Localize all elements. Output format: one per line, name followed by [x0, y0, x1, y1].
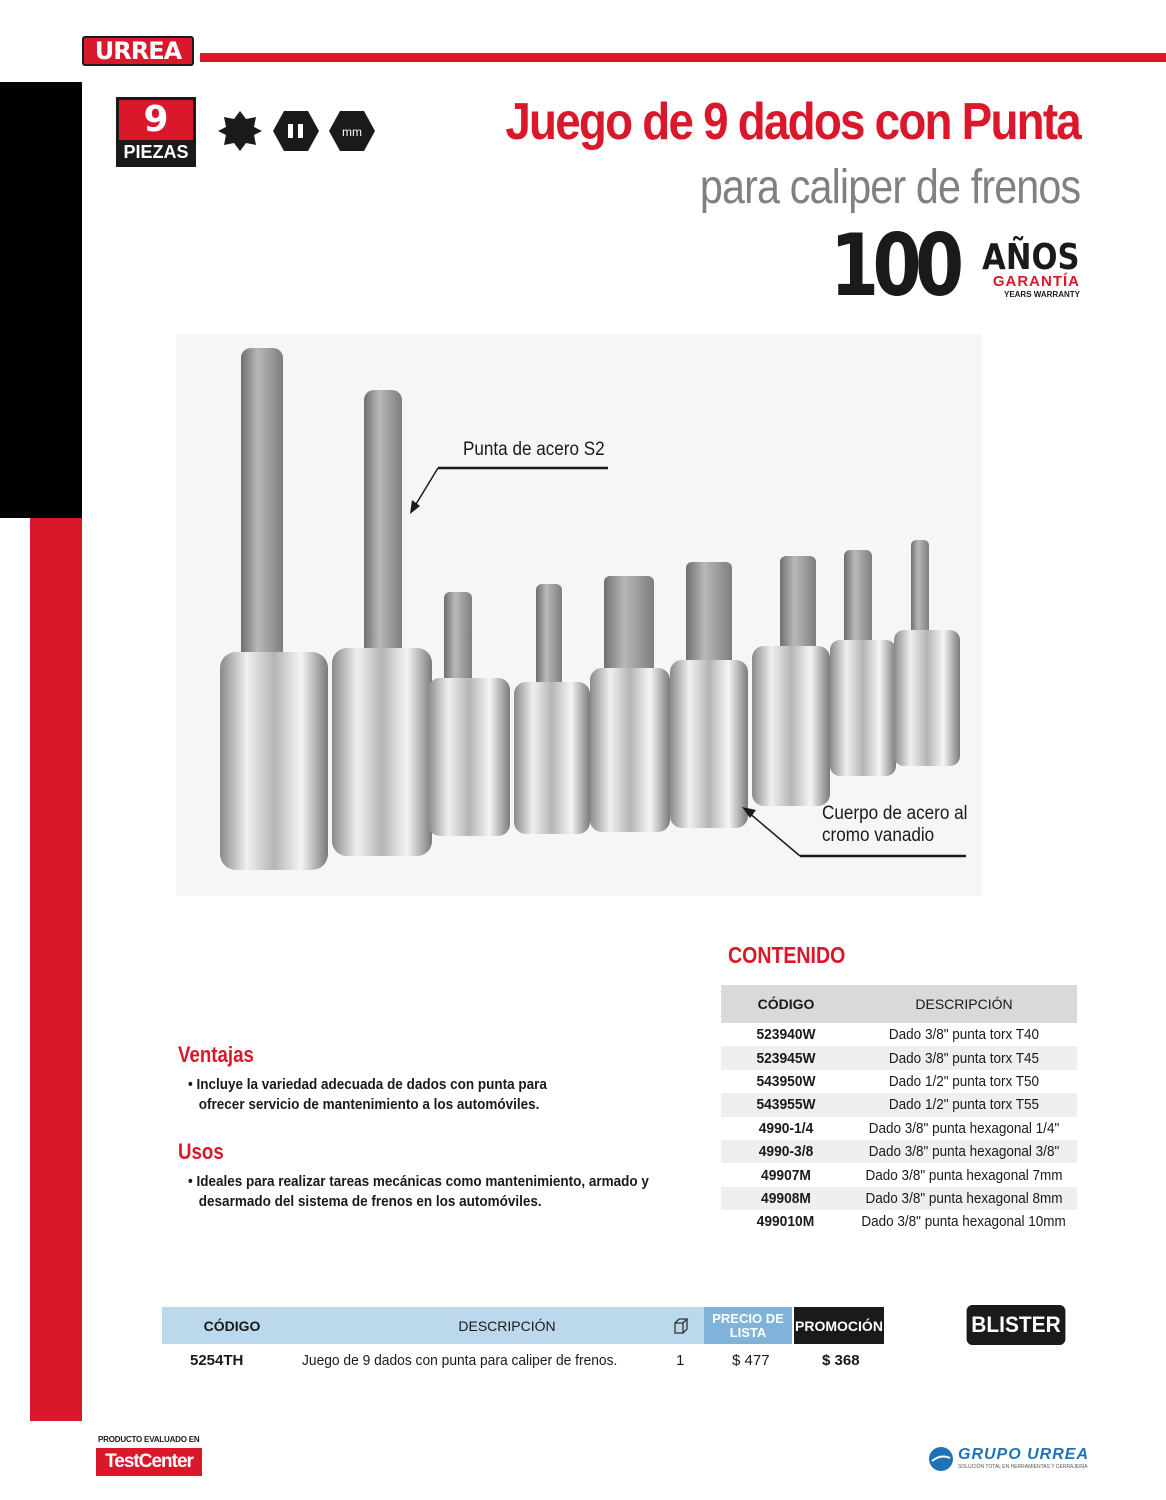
price-table-header — [162, 1307, 884, 1344]
price-row-code: 5254TH — [190, 1352, 244, 1369]
pieces-label: PIEZAS — [119, 140, 193, 164]
warranty-badge — [830, 216, 1080, 316]
table-row — [721, 1187, 1077, 1210]
socket-t55 — [514, 584, 590, 834]
price-row-desc: Juego de 9 dados con punta para caliper de frenos. — [302, 1352, 618, 1369]
row-code: 4990-1/4 — [758, 1119, 814, 1137]
contenido-title: CONTENIDO — [728, 942, 846, 968]
mm-label: mm — [342, 125, 362, 139]
price-col-code: CÓDIGO — [162, 1307, 302, 1344]
sidebar-black-band — [0, 82, 82, 518]
usos-title: Usos — [178, 1139, 224, 1164]
row-code: 4990-3/8 — [758, 1143, 814, 1161]
contenido-header — [721, 985, 1077, 1023]
usos-text — [188, 1172, 656, 1212]
grupo-globe-icon — [928, 1446, 954, 1472]
pieces-count: 9 — [143, 99, 169, 140]
packaging-badge: BLISTER — [967, 1305, 1066, 1345]
callout-body — [822, 803, 967, 847]
table-row — [721, 1210, 1077, 1233]
table-row — [721, 1117, 1077, 1140]
socket-hex-10mm — [894, 540, 960, 766]
testcenter-logo: TestCenter — [96, 1448, 202, 1476]
urrea-logo: URREA — [82, 36, 194, 66]
grupo-name: GRUPO URREA — [958, 1446, 1090, 1463]
table-row — [721, 1163, 1077, 1186]
product-subtitle: para caliper de frenos — [699, 161, 1080, 214]
warranty-number: 100 — [830, 216, 958, 316]
row-code: 49907M — [761, 1166, 811, 1184]
feature-icons — [218, 109, 378, 153]
contenido-table — [721, 985, 1077, 1234]
price-row — [162, 1349, 884, 1373]
pieces-badge — [116, 97, 196, 167]
price-col-list — [704, 1307, 792, 1344]
header-rule — [200, 53, 1166, 62]
row-code: 523945W — [756, 1049, 816, 1067]
torx-star-icon — [218, 111, 262, 151]
row-desc: Dado 1/2" punta torx T55 — [888, 1096, 1040, 1114]
price-col-list-line2: LISTA — [729, 1324, 767, 1340]
price-row-list: $ 477 — [732, 1352, 770, 1369]
row-code: 543950W — [756, 1072, 816, 1090]
sidebar-red-band — [30, 518, 82, 1421]
box-quantity-icon — [662, 1307, 702, 1344]
row-code: 49908M — [761, 1189, 811, 1207]
row-desc: Dado 3/8" punta hexagonal 7mm — [865, 1166, 1063, 1184]
socket-hex-1-4 — [590, 576, 670, 832]
usos-line2: desarmado del sistema de frenos en los automóviles. — [198, 1193, 542, 1210]
mm-hex-icon — [329, 111, 375, 151]
row-desc: Dado 3/8" punta hexagonal 10mm — [861, 1213, 1066, 1231]
ventajas-text — [188, 1075, 566, 1115]
ventajas-title: Ventajas — [178, 1042, 254, 1067]
table-row — [721, 1046, 1077, 1069]
warranty-years: AÑOS — [982, 237, 1080, 278]
socket-t45 — [332, 390, 432, 856]
grupo-tagline: SOLUCIÓN TOTAL EN HERRAMIENTAS Y CERRAJERÍA — [958, 1464, 1088, 1470]
product-title: Juego de 9 dados con Punta — [505, 93, 1080, 151]
contenido-col-desc: DESCRIPCIÓN — [915, 996, 1013, 1012]
socket-hex-8mm — [830, 550, 896, 776]
contenido-col-code: CÓDIGO — [757, 996, 815, 1012]
square-drive-icon — [273, 111, 319, 151]
row-desc: Dado 3/8" punta torx T45 — [888, 1049, 1040, 1067]
row-desc: Dado 3/8" punta hexagonal 3/8" — [868, 1143, 1060, 1161]
socket-t50 — [428, 592, 510, 836]
row-code: 543955W — [756, 1096, 816, 1114]
price-col-promo: PROMOCIÓN — [794, 1307, 884, 1344]
ventajas-line1: • Incluye la variedad adecuada de dados con punta para — [188, 1076, 547, 1093]
callout-body-line1: Cuerpo de acero al — [822, 803, 968, 824]
grupo-urrea-logo — [928, 1446, 1098, 1472]
table-row — [721, 1140, 1077, 1163]
table-row — [721, 1070, 1077, 1093]
callout-tip: Punta de acero S2 — [463, 439, 605, 460]
footer-evaluated: PRODUCTO EVALUADO EN — [98, 1435, 200, 1444]
price-col-desc: DESCRIPCIÓN — [302, 1307, 712, 1344]
usos-line1: • Ideales para realizar tareas mecánicas como mantenimiento, armado y — [188, 1173, 649, 1190]
socket-hex-3-8 — [670, 562, 748, 828]
ventajas-line2: ofrecer servicio de mantenimiento a los automóviles. — [198, 1096, 540, 1113]
table-row — [721, 1093, 1077, 1116]
warranty-guarantee: GARANTÍA — [992, 273, 1080, 290]
price-row-qty: 1 — [676, 1352, 685, 1369]
row-desc: Dado 3/8" punta torx T40 — [888, 1026, 1040, 1044]
row-desc: Dado 3/8" punta hexagonal 8mm — [865, 1189, 1063, 1207]
warranty-english: YEARS WARRANTY — [1003, 290, 1080, 299]
socket-hex-7mm — [752, 556, 830, 806]
socket-t40 — [220, 348, 328, 870]
table-row — [721, 1023, 1077, 1046]
price-col-list-line1: PRECIO DE — [712, 1310, 784, 1326]
callout-body-line2: cromo vanadio — [822, 825, 935, 846]
row-desc: Dado 1/2" punta torx T50 — [888, 1072, 1040, 1090]
row-desc: Dado 3/8" punta hexagonal 1/4" — [868, 1119, 1060, 1137]
price-row-promo: $ 368 — [822, 1352, 860, 1369]
row-code: 499010M — [756, 1213, 815, 1231]
row-code: 523940W — [756, 1026, 816, 1044]
